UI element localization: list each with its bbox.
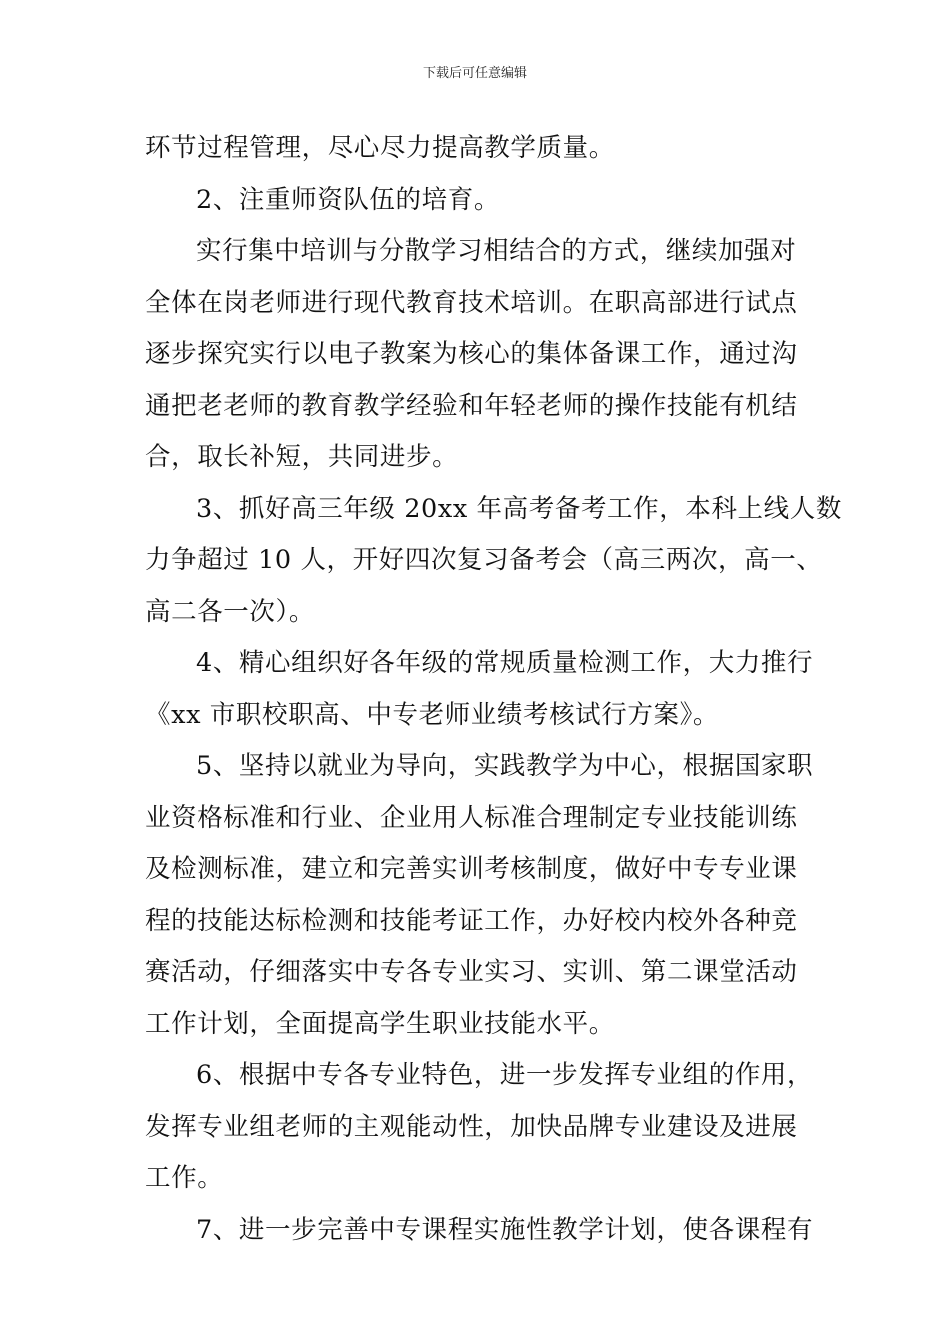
text-line: 3、抓好高三年级 20xx 年高考备考工作，本科上线人数 [196, 493, 842, 524]
text-line: 2、注重师资队伍的培育。 [196, 184, 500, 215]
page-header: 下载后可任意编辑 [422, 66, 527, 81]
text-line: 6、根据中专各专业特色，进一步发挥专业组的作用， [196, 1060, 814, 1090]
text-line: 工作计划，全面提高学生职业技能水平。 [145, 1008, 615, 1039]
text-line: 逐步探究实行以电子教案为核心的集体备课工作，通过沟 [145, 339, 798, 369]
text-line: 实行集中培训与分散学习相结合的方式，继续加强对 [196, 236, 797, 266]
text-line: 7、进一步完善中专课程实施性教学计划，使各课程有 [196, 1214, 814, 1245]
text-line: 环节过程管理，尽心尽力提高教学质量。 [145, 133, 615, 163]
text-line: 《xx 市职校职高、中专老师业绩考核试行方案》。 [145, 699, 720, 730]
text-line: 高二各一次）。 [145, 596, 315, 627]
text-line: 力争超过 10 人，开好四次复习备考会（高三两次，高一、 [145, 545, 823, 575]
document-body [145, 123, 842, 1256]
text-line: 业资格标准和行业、企业用人标准合理制定专业技能训练 [145, 802, 798, 833]
text-line: 发挥专业组老师的主观能动性，加快品牌专业建设及进展 [145, 1111, 798, 1142]
text-line: 合，取长补短，共同进步。 [145, 442, 459, 472]
text-line: 工作。 [145, 1163, 224, 1193]
text-line: 通把老老师的教育教学经验和年轻老师的操作技能有机结 [145, 390, 798, 421]
text-line: 全体在岗老师进行现代教育技术培训。在职高部进行试点 [145, 287, 798, 318]
text-line: 4、精心组织好各年级的常规质量检测工作，大力推行 [196, 648, 814, 678]
text-line: 5、坚持以就业为导向，实践教学为中心，根据国家职 [196, 751, 814, 781]
text-line: 赛活动，仔细落实中专各专业实习、实训、第二课堂活动 [145, 957, 798, 987]
text-line: 程的技能达标检测和技能考证工作，办好校内校外各种竞 [145, 905, 798, 936]
text-line: 及检测标准，建立和完善实训考核制度，做好中专专业课 [145, 854, 798, 884]
